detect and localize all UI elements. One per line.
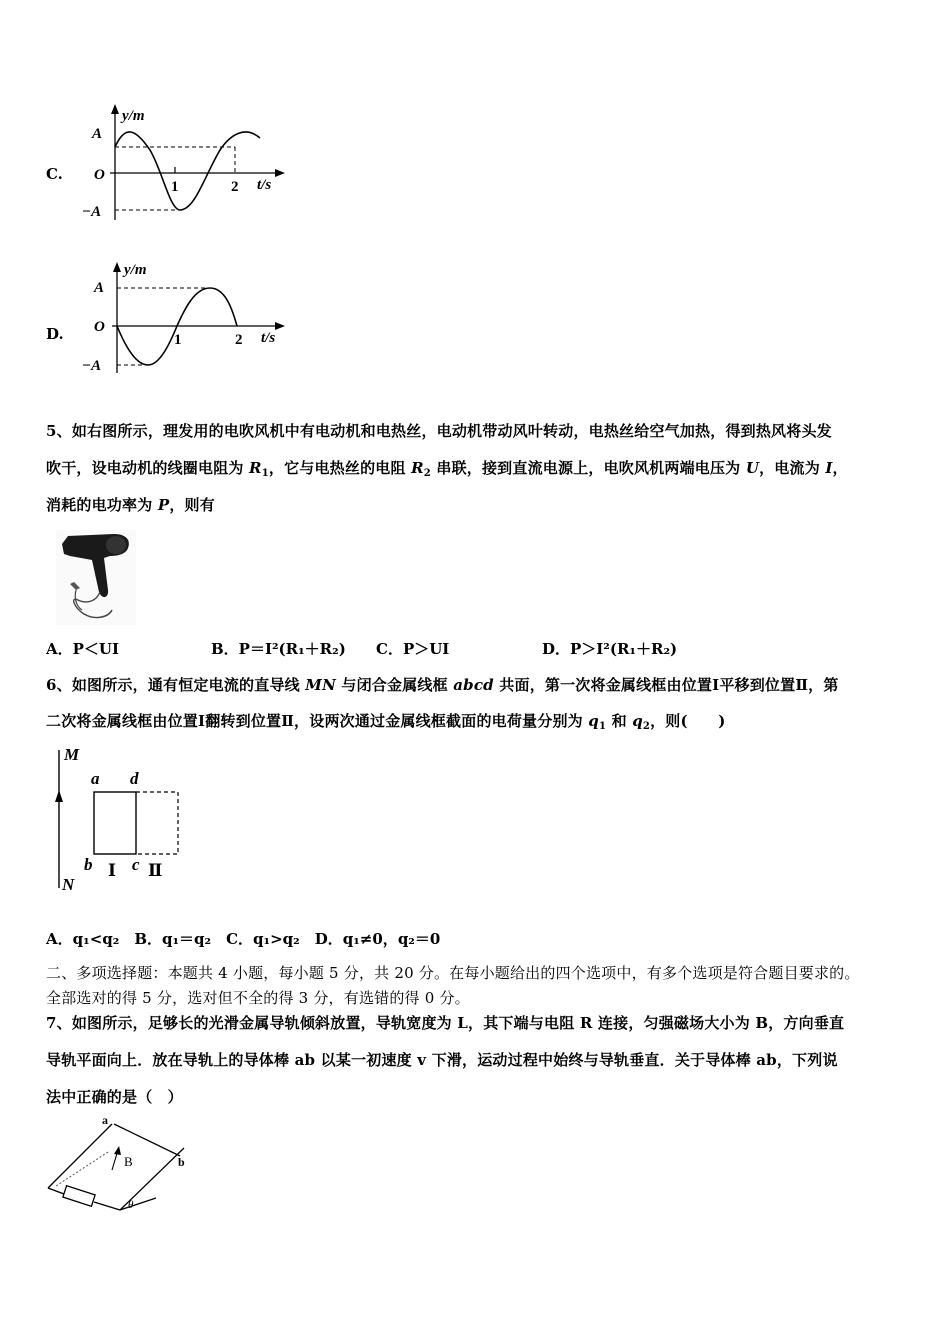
q7-figure <box>44 1112 204 1217</box>
label-a: a <box>102 1113 108 1127</box>
label-d: d <box>130 769 139 788</box>
label-B: B <box>124 1154 133 1169</box>
q7-line3: 法中正确的是（ ） <box>46 1088 183 1106</box>
c-ylabel: y/m <box>122 108 145 124</box>
q6-figure <box>50 738 200 898</box>
c-O: O <box>94 167 105 183</box>
q5-option-b: B．P＝I²(R₁＋R₂) <box>211 640 346 658</box>
label-b: b <box>178 1155 185 1169</box>
d-tlabel: t/s <box>261 330 276 346</box>
q5-option-c: C．P＞UI <box>376 640 450 658</box>
q5-line3: 消耗的电功率为 P，则有 <box>46 496 215 514</box>
d-A: A <box>94 280 105 296</box>
q6-line1: 6、如图所示，通有恒定电流的直导线 MN 与闭合金属线框 abcd 共面，第一次将金属线框由位置Ⅰ平移到位置Ⅱ，第 <box>46 676 839 694</box>
q7-line2: 导轨平面向上．放在导轨上的导体棒 ab 以某一初速度 v 下滑，运动过程中始终与导轨垂直．关于导体棒 ab，下列说 <box>46 1051 838 1069</box>
q5-option-d: D．P＞I²(R₁＋R₂) <box>542 640 678 658</box>
q5-option-a: A．P＜UI <box>46 640 120 658</box>
label-N: N <box>62 875 75 894</box>
d-t1: 1 <box>174 332 182 348</box>
d-ylabel: y/m <box>124 262 147 278</box>
option-d-label: D. <box>46 325 64 343</box>
graph-option-d <box>80 258 290 378</box>
d-t2: 2 <box>235 332 243 348</box>
q7-line1: 7、如图所示，足够长的光滑金属导轨倾斜放置，导轨宽度为 L，其下端与电阻 R 连接，匀强磁场大小为 B，方向垂直 <box>46 1014 845 1032</box>
label-M: M <box>64 745 80 764</box>
hair-dryer-image <box>56 530 136 625</box>
d-O: O <box>94 319 105 335</box>
label-b: b <box>84 855 93 874</box>
d-negA: −A <box>82 358 102 374</box>
c-t1: 1 <box>171 179 179 195</box>
graph-option-c <box>80 100 290 225</box>
section2-line2: 全部选对的得 5 分，选对但不全的得 3 分，有选错的得 0 分。 <box>46 989 470 1007</box>
q5-line2: 吹干，设电动机的线圈电阻为 $R_1$，它与电热丝的电阻 $R_2$ 串联，接到直流电源上，电吹风机两端电压为 U，电流为 I， <box>46 459 848 479</box>
label-position-II: Ⅱ <box>148 861 163 880</box>
section2-line1: 二、多项选择题：本题共 4 小题，每小题 5 分，共 20 分。在每小题给出的四个选项中，有多个选项是符合题目要求的。 <box>46 964 860 982</box>
q6-line2: 二次将金属线框由位置Ⅰ翻转到位置Ⅱ，设两次通过金属线框截面的电荷量分别为 $q_1$ 和 $q_2$，则( ) <box>46 712 726 732</box>
label-a: a <box>91 769 100 788</box>
c-negA: −A <box>82 204 102 220</box>
label-theta: θ <box>128 1199 134 1211</box>
c-t2: 2 <box>231 179 239 195</box>
c-A: A <box>92 126 103 142</box>
q6-options: A．q₁<q₂ B．q₁＝q₂ C．q₁>q₂ D．q₁≠0，q₂＝0 <box>46 930 441 948</box>
q5-line1: 5、如右图所示，理发用的电吹风机中有电动机和电热丝，电动机带动风叶转动，电热丝给空气加热，得到热风将头发 <box>46 422 832 440</box>
label-c: c <box>132 855 140 874</box>
label-position-I: Ⅰ <box>108 861 116 880</box>
option-c-label: C. <box>46 165 63 183</box>
c-tlabel: t/s <box>257 177 272 193</box>
